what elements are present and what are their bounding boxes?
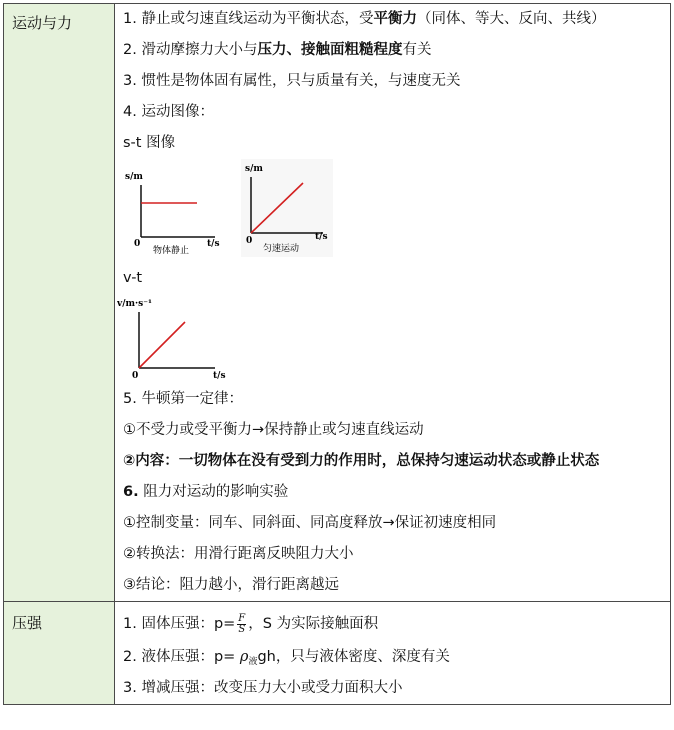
list-item: ①控制变量：同车、同斜面、同高度释放→保证初速度相同	[123, 515, 497, 531]
list-item	[115, 4, 670, 35]
table-row	[4, 602, 671, 705]
item-text: 2. 液体压强：p=	[123, 649, 240, 665]
graph-caption: 物体静止	[153, 246, 190, 256]
st-graphs	[115, 159, 670, 263]
list-item: ③结论：阻力越小，滑行距离越远	[123, 577, 339, 593]
list-item: ②转换法：用滑行距离反映阻力大小	[123, 546, 354, 562]
list-item: 3. 惯性是物体固有属性，只与质量有关，与速度无关	[123, 73, 461, 89]
list-item	[115, 35, 670, 66]
item-bold-text: 平衡力	[373, 11, 417, 27]
item-text: 1. 静止或匀速直线运动为平衡状态，受	[123, 11, 374, 27]
list-item: 5. 牛顿第一定律：	[123, 391, 243, 407]
x-axis-label: t/s	[207, 239, 220, 249]
vt-graph-title: v-t	[123, 270, 143, 286]
st-graph-static	[117, 165, 227, 257]
category-label: 压强	[12, 614, 43, 632]
item-text: 2. 滑动摩擦力大小与	[123, 42, 258, 58]
knowledge-table	[3, 3, 671, 705]
graph-caption: 匀速运动	[263, 244, 300, 254]
uniform-line	[139, 322, 185, 368]
st-graph-title: s-t 图像	[123, 135, 176, 151]
item-text: 阻力对运动的影响实验	[138, 484, 289, 500]
list-item	[115, 642, 670, 673]
item-text: gh，只与液体密度、深度有关	[257, 649, 450, 665]
fraction-denominator: S	[238, 623, 246, 635]
vt-graph	[117, 296, 237, 382]
fraction	[237, 614, 246, 635]
item-text: ，S 为实际接触面积	[248, 616, 379, 632]
content-cell	[115, 602, 671, 705]
item-text: 1. 固体压强：p=	[123, 616, 236, 632]
category-cell	[4, 4, 115, 602]
origin-label: 0	[132, 371, 139, 381]
vt-graphs	[115, 294, 670, 384]
x-axis-label: t/s	[315, 232, 328, 242]
y-axis-label: s/m	[245, 164, 263, 174]
content-cell	[115, 4, 671, 602]
list-item: 3. 增减压强：改变压力大小或受力面积大小	[123, 680, 403, 696]
list-item: 4. 运动图像：	[123, 104, 214, 120]
y-axis-label: v/m·s⁻¹	[117, 299, 152, 309]
subscript: 液	[248, 657, 258, 667]
origin-label: 0	[246, 236, 253, 246]
y-axis-label: s/m	[125, 172, 143, 182]
list-item: ②内容：一切物体在没有受到力的作用时，总保持匀速运动状态或静止状态	[123, 453, 600, 469]
st-graph-uniform	[241, 159, 337, 259]
list-item: ①不受力或受平衡力→保持静止或匀速直线运动	[123, 422, 424, 438]
list-item	[115, 477, 670, 508]
category-label: 运动与力	[12, 14, 73, 32]
origin-label: 0	[134, 239, 141, 249]
category-cell	[4, 602, 115, 705]
item-text: 有关	[402, 42, 432, 58]
item-number: 6.	[123, 484, 139, 500]
x-axis-label: t/s	[213, 371, 226, 381]
item-bold-text: 压力、接触面粗糙程度	[257, 42, 403, 58]
fraction-numerator: F	[238, 612, 246, 624]
rho-symbol: ρ	[239, 649, 249, 665]
table-row	[4, 4, 671, 602]
item-text: （同体、等大、反向、共线）	[416, 11, 606, 27]
list-item	[115, 606, 670, 642]
